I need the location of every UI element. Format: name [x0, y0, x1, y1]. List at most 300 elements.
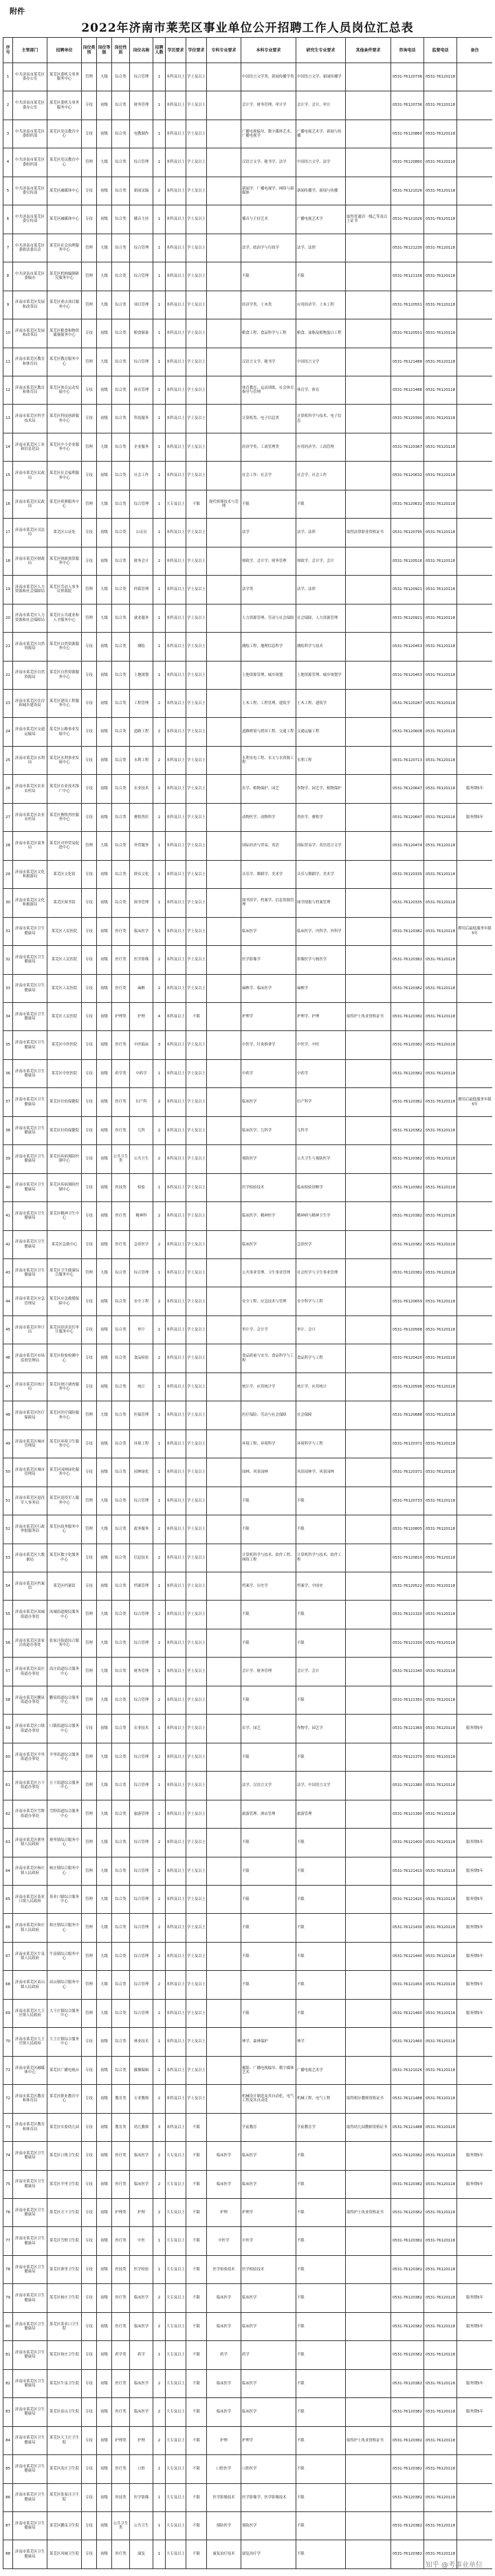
- cell-cat: 专技: [82, 2056, 97, 2084]
- cell-dept: 济南市莱芜区司法局: [13, 519, 47, 547]
- cell-note: [457, 1743, 493, 1771]
- cell-tel: 0531-76121360: [391, 1715, 424, 1743]
- cell-yjs: 不限: [296, 1942, 346, 1970]
- table-row: [3, 1372, 493, 1401]
- cell-no: 21: [3, 633, 13, 661]
- cell-nature: 综合类: [112, 348, 130, 376]
- cell-no: 87: [3, 2511, 13, 2540]
- cell-nature: 医疗类: [112, 2227, 130, 2255]
- cell-cat: 专技: [82, 91, 97, 120]
- cell-deg: 学士及以上: [186, 2085, 207, 2113]
- cell-post: 电教制作: [130, 120, 153, 148]
- cell-no: 50: [3, 1458, 13, 1487]
- cell-zk: 临床医学: [207, 2170, 241, 2198]
- cell-other: [346, 633, 391, 661]
- cell-tel: 0531-76120335: [391, 889, 424, 917]
- cell-bk: 护理学: [241, 1002, 296, 1030]
- cell-lvl: 初级: [97, 1344, 112, 1372]
- table-row: [3, 291, 493, 319]
- table-row: [3, 319, 493, 348]
- table-row: [3, 547, 493, 575]
- cell-edu: 本科及以上: [166, 405, 186, 433]
- cell-edu: 大专及以上: [166, 2198, 186, 2226]
- cell-zk: [207, 1458, 241, 1487]
- cell-note: [457, 2255, 493, 2283]
- cell-num: 1: [153, 889, 166, 917]
- cell-lvl: 九级: [97, 1487, 112, 1515]
- table-row: [3, 1601, 493, 1629]
- cell-no: 22: [3, 661, 13, 689]
- cell-zk: [207, 91, 241, 120]
- cell-edu: 大专及以上: [166, 2284, 186, 2312]
- cell-deg: 学士及以上: [186, 889, 207, 917]
- cell-deg: 学士及以上: [186, 946, 207, 974]
- cell-no: 79: [3, 2284, 13, 2312]
- cell-edu: 本科及以上: [166, 1344, 186, 1372]
- cell-tel: 0531-76121440: [391, 1942, 424, 1970]
- cell-num: 3: [153, 2113, 166, 2141]
- cell-unit: 莱芜区社会治理服务中心: [47, 234, 82, 262]
- cell-bk: 不限: [241, 1857, 296, 1885]
- cell-deg: 不限: [186, 2483, 207, 2511]
- cell-unit: 莱芜区疾病预防控制中心: [47, 1173, 82, 1201]
- cell-zk: [207, 1287, 241, 1315]
- cell-post: 园林绿化: [130, 1458, 153, 1487]
- cell-nature: 药学类: [112, 2341, 130, 2369]
- cell-cat: 专技: [82, 775, 97, 803]
- cell-num: 2: [153, 1629, 166, 1657]
- cell-cat: 专技: [82, 2198, 97, 2226]
- table-row: [3, 348, 493, 376]
- cell-zk: [207, 1344, 241, 1372]
- cell-zk: [207, 1401, 241, 1430]
- cell-tel: 0531-76120733: [391, 1487, 424, 1515]
- cell-post: 财务管理: [130, 1658, 153, 1686]
- cell-sup: 0531-76120118: [424, 832, 457, 860]
- cell-lvl: 九级: [97, 234, 112, 262]
- cell-unit: 莱芜区殡葬服务中心: [47, 490, 82, 518]
- cell-post: 图书管理: [130, 889, 153, 917]
- cell-edu: 本科及以上: [166, 1430, 186, 1458]
- cell-nature: 综合类: [112, 120, 130, 148]
- table-row: [3, 234, 493, 262]
- cell-unit: 莱芜区鹏泉卫生院: [47, 2511, 82, 2540]
- cell-post: 政务服务: [130, 1515, 153, 1544]
- cell-other: [346, 576, 391, 604]
- cell-post: 旅游管理: [130, 1800, 153, 1828]
- cell-note: 服务期5年: [457, 1971, 493, 1999]
- cell-lvl: 九级: [97, 1829, 112, 1857]
- cell-lvl: 初级: [97, 1544, 112, 1572]
- cell-nature: 综合类: [112, 1572, 130, 1601]
- cell-num: 2: [153, 1544, 166, 1572]
- cell-post: 财务会计: [130, 547, 153, 575]
- cell-lvl: 初级: [97, 946, 112, 974]
- cell-other: [346, 1458, 391, 1487]
- cell-cat: 专技: [82, 718, 97, 746]
- table-row: [3, 1059, 493, 1087]
- cell-yjs: 国际贸易学、英语语言文学: [296, 832, 346, 860]
- cell-edu: 本科及以上: [166, 1886, 186, 1914]
- cell-post: 摄像编辑: [130, 2056, 153, 2084]
- cell-zk: [207, 120, 241, 148]
- cell-dept: 济南市莱芜区发展和改革局: [13, 319, 47, 348]
- cell-no: 4: [3, 148, 13, 177]
- cell-yjs: 林学: [296, 2028, 346, 2056]
- cell-yjs: 风景园林学、风景园林: [296, 1458, 346, 1487]
- cell-sup: 0531-76120118: [424, 1259, 457, 1287]
- cell-num: 1: [153, 2540, 166, 2568]
- cell-tel: 0531-76120382: [391, 2312, 424, 2340]
- cell-other: 取得相应教师资格证书: [346, 2085, 391, 2113]
- cell-nature: 医疗类: [112, 2142, 130, 2170]
- cell-cat: 专技: [82, 1430, 97, 1458]
- cell-nature: 医疗类: [112, 2455, 130, 2483]
- cell-no: 30: [3, 889, 13, 917]
- cell-other: [346, 120, 391, 148]
- cell-dept: 济南市莱芜区自然资源局: [13, 661, 47, 689]
- cell-bk: 粮食工程、食品科学与工程: [241, 319, 296, 348]
- cell-post: 测绘: [130, 633, 153, 661]
- cell-cat: 专技: [82, 1372, 97, 1401]
- cell-note: [457, 974, 493, 1002]
- cell-other: [346, 1544, 391, 1572]
- cell-nature: 综合类: [112, 1259, 130, 1287]
- cell-zk: [207, 148, 241, 177]
- cell-nature: 护理类: [112, 1002, 130, 1030]
- cell-yjs: 不限: [296, 1829, 346, 1857]
- cell-edu: 本科及以上: [166, 803, 186, 831]
- cell-lvl: 初级: [97, 2056, 112, 2084]
- cell-zk: [207, 1173, 241, 1201]
- cell-dept: 济南市莱芜区卫生健康局: [13, 2341, 47, 2369]
- cell-note: [457, 2056, 493, 2084]
- cell-yjs: 食品科学与工程: [296, 1344, 346, 1372]
- cell-no: 7: [3, 234, 13, 262]
- cell-num: 2: [153, 1886, 166, 1914]
- cell-num: 1: [153, 576, 166, 604]
- cell-no: 81: [3, 2341, 13, 2369]
- cell-dept: 济南市莱芜区卫生健康局: [13, 1002, 47, 1030]
- cell-yjs: 音乐与舞蹈学、美术学: [296, 860, 346, 888]
- cell-yjs: 临床检验诊断学: [296, 1173, 346, 1201]
- cell-note: [457, 889, 493, 917]
- cell-dept: 济南市莱芜区教育和体育局: [13, 348, 47, 376]
- cell-note: [457, 2341, 493, 2369]
- cell-nature: 医疗类: [112, 1202, 130, 1230]
- cell-dept: 济南市莱芜区应急管理局: [13, 1287, 47, 1315]
- cell-yjs: 护理学、护理: [296, 1002, 346, 1030]
- cell-lvl: 九级: [97, 1857, 112, 1885]
- cell-sup: 0531-76120118: [424, 291, 457, 319]
- cell-bk: 土地资源管理、城乡规划: [241, 661, 296, 689]
- cell-tel: 0531-76120382: [391, 2198, 424, 2226]
- cell-sup: 0531-76120118: [424, 2198, 457, 2226]
- cell-other: [346, 490, 391, 518]
- cell-lvl: 初级: [97, 2255, 112, 2283]
- cell-post: 播音主持: [130, 205, 153, 234]
- cell-tel: 0531-76120382: [391, 2255, 424, 2283]
- cell-cat: 专技: [82, 2227, 97, 2255]
- cell-no: 27: [3, 803, 13, 831]
- column-header: 岗位等级: [97, 38, 112, 63]
- cell-bk: 法学、政治学与行政学: [241, 234, 296, 262]
- cell-nature: 综合类: [112, 205, 130, 234]
- table-row: [3, 576, 493, 604]
- cell-tel: 0531-76120382: [391, 2540, 424, 2568]
- cell-other: 取得护士执业资格证书: [346, 2198, 391, 2226]
- cell-num: 1: [153, 661, 166, 689]
- cell-post: 综合管理: [130, 490, 153, 518]
- cell-post: 康复: [130, 2540, 153, 2568]
- cell-bk: 医疗保险、劳动与社会保障: [241, 1401, 296, 1430]
- cell-edu: 大专及以上: [166, 2369, 186, 2397]
- cell-lvl: 九级: [97, 576, 112, 604]
- cell-cat: 专技: [82, 803, 97, 831]
- cell-dept: 济南市莱芜区卫生健康局: [13, 2369, 47, 2397]
- cell-yjs: 急诊医学: [296, 1230, 346, 1258]
- cell-bk: 不限: [241, 1829, 296, 1857]
- cell-cat: 管理: [82, 1487, 97, 1515]
- cell-sup: 0531-76120118: [424, 1059, 457, 1087]
- cell-edu: 本科及以上: [166, 120, 186, 148]
- cell-zk: [207, 1372, 241, 1401]
- table-row: [3, 177, 493, 205]
- cell-other: [346, 1487, 391, 1515]
- cell-zk: [207, 262, 241, 291]
- cell-deg: 学士及以上: [186, 519, 207, 547]
- table-row: [3, 1487, 493, 1515]
- cell-edu: 本科及以上: [166, 234, 186, 262]
- cell-tel: 0531-76120335: [391, 860, 424, 888]
- cell-sup: 0531-76120118: [424, 1202, 457, 1230]
- cell-nature: 综合类: [112, 1658, 130, 1686]
- cell-zk: [207, 1601, 241, 1629]
- cell-unit: 莱芜区园林绿化服务中心: [47, 1458, 82, 1487]
- cell-cat: 专技: [82, 1088, 97, 1116]
- cell-post: 林业技术: [130, 2028, 153, 2056]
- cell-zk: [207, 433, 241, 461]
- cell-bk: 临床医学: [241, 2284, 296, 2312]
- cell-unit: 莱芜区自然资源服务中心: [47, 633, 82, 661]
- cell-lvl: 初级: [97, 1287, 112, 1315]
- cell-note: [457, 1031, 493, 1059]
- cell-post: 畜牧兽医: [130, 803, 153, 831]
- cell-no: 18: [3, 547, 13, 575]
- cell-num: 1: [153, 376, 166, 404]
- cell-bk: 动物医学、动物科学: [241, 803, 296, 831]
- cell-cat: 专技: [82, 1544, 97, 1572]
- cell-nature: 综合类: [112, 1942, 130, 1970]
- cell-lvl: 初级: [97, 205, 112, 234]
- table-row: [3, 405, 493, 433]
- cell-bk: 学前教育: [241, 2113, 296, 2141]
- cell-no: 41: [3, 1202, 13, 1230]
- cell-unit: 莱芜区经济责任审计服务中心: [47, 1315, 82, 1344]
- cell-num: 2: [153, 1857, 166, 1885]
- cell-sup: 0531-76120118: [424, 148, 457, 177]
- table-row: [3, 2341, 493, 2369]
- cell-deg: 不限: [186, 2170, 207, 2198]
- cell-other: [346, 1658, 391, 1686]
- cell-edu: 本科及以上: [166, 2085, 186, 2113]
- cell-yjs: 图书情报与档案管理: [296, 889, 346, 917]
- cell-note: 服务期5年: [457, 2170, 493, 2198]
- cell-other: [346, 1031, 391, 1059]
- cell-lvl: 九级: [97, 1914, 112, 1942]
- table-row: [3, 1772, 493, 1800]
- cell-lvl: 初级: [97, 1059, 112, 1087]
- cell-zk: [207, 718, 241, 746]
- cell-yjs: 兽医学、畜牧学: [296, 803, 346, 831]
- cell-sup: 0531-76120118: [424, 234, 457, 262]
- cell-yjs: 体育学、体育: [296, 376, 346, 404]
- cell-lvl: 初级: [97, 2341, 112, 2369]
- cell-no: 38: [3, 1116, 13, 1144]
- cell-yjs: 交通运输工程: [296, 718, 346, 746]
- table-row: [3, 2398, 493, 2426]
- cell-nature: 综合类: [112, 889, 130, 917]
- cell-zk: [207, 1686, 241, 1714]
- cell-sup: 0531-76120118: [424, 2142, 457, 2170]
- table-row: [3, 1629, 493, 1657]
- cell-zk: [207, 1315, 241, 1344]
- cell-bk: 经济学类、工商管理类: [241, 433, 296, 461]
- cell-tel: 0531-76120382: [391, 1145, 424, 1173]
- cell-nature: 综合类: [112, 63, 130, 91]
- cell-yjs: 新闻传播学、新闻与传播: [296, 177, 346, 205]
- column-header: 岗位名称: [130, 38, 153, 63]
- cell-unit: 张家洼街道综合服务中心: [47, 1629, 82, 1657]
- cell-unit: 莱芜区疾病预防控制中心: [47, 1145, 82, 1173]
- cell-zk: [207, 860, 241, 888]
- cell-zk: [207, 1145, 241, 1173]
- cell-cat: 专技: [82, 1572, 97, 1601]
- cell-edu: 本科及以上: [166, 148, 186, 177]
- cell-tel: 0531-76120382: [391, 2426, 424, 2454]
- cell-bk: 土木工程、工程管理、建筑学: [241, 689, 296, 717]
- cell-zk: 临床医学: [207, 2369, 241, 2397]
- cell-yjs: 不限: [296, 2511, 346, 2540]
- column-header: 学历要求: [166, 38, 186, 63]
- cell-tel: 0531-76121460: [391, 1999, 424, 2027]
- table-row: [3, 1145, 493, 1173]
- cell-deg: 学士及以上: [186, 1544, 207, 1572]
- cell-other: [346, 946, 391, 974]
- cell-cat: 专技: [82, 519, 97, 547]
- cell-edu: 本科及以上: [166, 2056, 186, 2084]
- cell-bk: 摄影、广播电视编导、数字媒体艺术: [241, 2056, 296, 2084]
- cell-cat: 管理: [82, 234, 97, 262]
- cell-unit: 莱芜区公证处: [47, 519, 82, 547]
- cell-tel: 0531-76120382: [391, 2511, 424, 2540]
- cell-other: [346, 1430, 391, 1458]
- cell-note: [457, 1259, 493, 1287]
- cell-unit: 莱芜区寨里卫生院: [47, 2255, 82, 2283]
- cell-yjs: 不限: [296, 2284, 346, 2312]
- cell-zk: [207, 1914, 241, 1942]
- cell-deg: 学士及以上: [186, 1344, 207, 1372]
- cell-tel: 0531-76121026: [391, 205, 424, 234]
- cell-zk: 医学影像技术: [207, 2483, 241, 2511]
- cell-tel: 0531-76121350: [391, 1686, 424, 1714]
- cell-sup: 0531-76120118: [424, 1458, 457, 1487]
- cell-note: [457, 405, 493, 433]
- cell-sup: 0531-76120118: [424, 2540, 457, 2568]
- cell-edu: 本科及以上: [166, 746, 186, 774]
- table-row: [3, 490, 493, 518]
- cell-note: [457, 832, 493, 860]
- cell-zk: [207, 1999, 241, 2027]
- cell-bk: 临床医学: [241, 917, 296, 945]
- cell-nature: 综合类: [112, 1315, 130, 1344]
- cell-num: 2: [153, 2170, 166, 2198]
- cell-post: 综合管理: [130, 1772, 153, 1800]
- cell-nature: 综合类: [112, 234, 130, 262]
- cell-num: 2: [153, 746, 166, 774]
- cell-num: 1: [153, 519, 166, 547]
- cell-sup: 0531-76120118: [424, 2341, 457, 2369]
- cell-deg: 不限: [186, 2455, 207, 2483]
- cell-nature: 公共卫生类: [112, 1145, 130, 1173]
- cell-bk: 环境工程、环境科学: [241, 1430, 296, 1458]
- cell-post: 临床医学: [130, 2398, 153, 2426]
- cell-cat: 专技: [82, 1315, 97, 1344]
- cell-deg: 学士及以上: [186, 1230, 207, 1258]
- cell-edu: 本科及以上: [166, 205, 186, 234]
- cell-sup: 0531-76120118: [424, 490, 457, 518]
- cell-sup: 0531-76120118: [424, 1601, 457, 1629]
- cell-num: 2: [153, 1088, 166, 1116]
- cell-tel: 0531-76121488: [391, 2113, 424, 2141]
- cell-sup: 0531-76120118: [424, 1629, 457, 1657]
- cell-unit: 莱芜区人民医院: [47, 946, 82, 974]
- cell-sup: 0531-76120118: [424, 462, 457, 490]
- cell-nature: 医疗类: [112, 2170, 130, 2198]
- cell-nature: 综合类: [112, 1344, 130, 1372]
- cell-nature: 综合类: [112, 803, 130, 831]
- cell-dept: 济南市莱芜区卫生健康局: [13, 2170, 47, 2198]
- cell-unit: 莱芜区重点项目服务中心: [47, 291, 82, 319]
- cell-tel: 0531-76121156: [391, 262, 424, 291]
- cell-yjs: 计算机科学与技术、软件工程: [296, 1544, 346, 1572]
- cell-no: 88: [3, 2540, 13, 2568]
- cell-no: 66: [3, 1914, 13, 1942]
- cell-cat: 管理: [82, 1629, 97, 1657]
- cell-note: 服务期5年: [457, 2312, 493, 2340]
- cell-num: 1: [153, 91, 166, 120]
- cell-zk: [207, 1857, 241, 1885]
- cell-cat: 管理: [82, 1886, 97, 1914]
- cell-num: 1: [153, 2028, 166, 2056]
- column-header: 备注: [457, 38, 493, 63]
- cell-deg: 学士及以上: [186, 148, 207, 177]
- cell-deg: 学士及以上: [186, 718, 207, 746]
- cell-tel: 0531-76120596: [391, 1372, 424, 1401]
- cell-nature: 综合类: [112, 718, 130, 746]
- cell-cat: 管理: [82, 1971, 97, 1999]
- cell-tel: 0531-76121320: [391, 1601, 424, 1629]
- cell-edu: 本科及以上: [166, 2113, 186, 2141]
- cell-note: [457, 1145, 493, 1173]
- cell-unit: 莱芜区档案馆: [47, 1572, 82, 1601]
- cell-zk: [207, 1088, 241, 1116]
- cell-sup: 0531-76120118: [424, 746, 457, 774]
- cell-edu: 本科及以上: [166, 1658, 186, 1686]
- cell-lvl: 初级: [97, 2170, 112, 2198]
- cell-lvl: 初级: [97, 1002, 112, 1030]
- column-header: 研究生专业要求: [296, 38, 346, 63]
